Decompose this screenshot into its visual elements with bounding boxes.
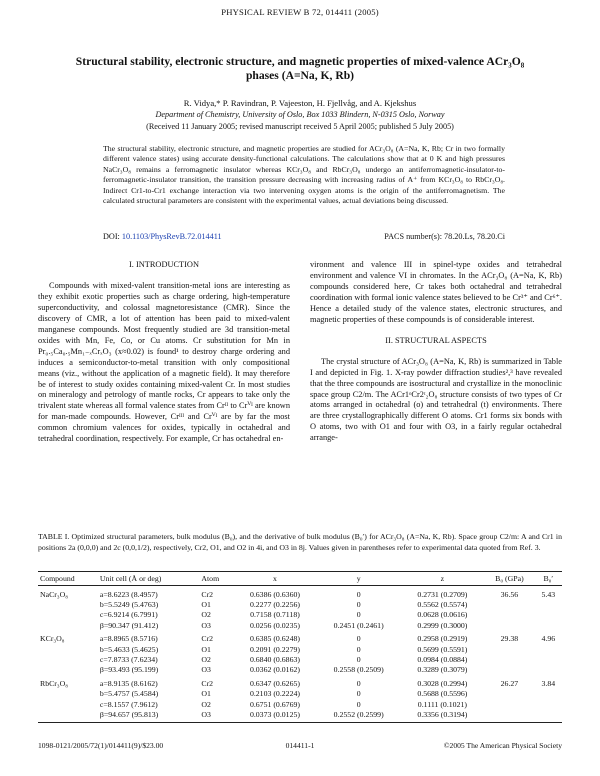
unit-cell-cell: b=5.4633 (5.4625) bbox=[99, 644, 159, 654]
compound-cell bbox=[38, 665, 98, 675]
z-cell: 0.5688 (0.5596) bbox=[417, 689, 468, 699]
col-header-compound: Compound bbox=[38, 572, 98, 586]
right-column bbox=[310, 260, 562, 444]
left-column bbox=[38, 260, 290, 445]
x-cell: 0.2103 (0.2224) bbox=[249, 689, 300, 699]
atom-cell: Cr2 bbox=[201, 589, 214, 599]
doi-line bbox=[103, 232, 222, 241]
z-cell: 0.2999 (0.3000) bbox=[417, 620, 468, 630]
y-cell: 0 bbox=[356, 699, 361, 709]
compound-cell: KCr₃O₈ bbox=[40, 634, 65, 644]
bulk-modulus-derivative-cell bbox=[535, 620, 562, 630]
z-cell: 0.0984 (0.0884) bbox=[417, 655, 468, 665]
atom-cell: O3 bbox=[199, 709, 233, 722]
page-number: 014411-1 bbox=[285, 741, 315, 750]
col-header-y: y bbox=[317, 572, 401, 586]
compound-cell bbox=[38, 620, 98, 630]
y-cell: 0.2451 (0.2461) bbox=[333, 620, 384, 630]
unit-cell-cell: β=94.657 (95.813) bbox=[98, 709, 199, 722]
col-header-bulk-modulus-derivative: B₀′ bbox=[535, 572, 562, 586]
bulk-modulus-cell: 36.56 bbox=[500, 589, 519, 599]
bulk-modulus-cell: 26.27 bbox=[500, 678, 519, 688]
bulk-modulus-cell bbox=[484, 654, 534, 664]
table-row bbox=[38, 709, 562, 722]
table-body bbox=[38, 586, 562, 723]
bulk-modulus-cell bbox=[484, 599, 534, 609]
unit-cell-cell: a=8.9135 (8.6162) bbox=[99, 678, 158, 688]
bulk-modulus-cell bbox=[484, 610, 534, 620]
x-cell: 0.6386 (0.6360) bbox=[249, 589, 300, 599]
abstract: The structural stability, electronic structure, and magnetic properties are studied for ACr₃O₈ (A=Na, K, Rb; Cr in two formally different valence states) using accurate density-functional calculations. The calculations show that at 0 K and high pressures NaCr₃O₈ remains a ferromagnetic insulator whereas KCr₃O₈ and RbCr₃O₈ undergo an antiferromagnetic-insulator-to-ferromagnetic-insulator transition, the transition pressure decreasing with increasing radius of A⁺ from KCr₃O₈ to RbCr₃O₈. Indirect Cr1-to-Cr1 exchange interaction via two intervening oxygen atoms is the origin of the antiferromagnetism. The calculated structural parameters are consistent with the experimental values, actual deviations being discussed. bbox=[103, 144, 505, 206]
bulk-modulus-derivative-cell bbox=[535, 709, 562, 722]
col-header-x: x bbox=[233, 572, 317, 586]
unit-cell-cell: b=5.5249 (5.4763) bbox=[99, 600, 159, 610]
paper-title bbox=[50, 55, 550, 83]
z-cell: 0.2958 (0.2919) bbox=[417, 634, 468, 644]
bulk-modulus-derivative-cell bbox=[535, 610, 562, 620]
x-cell: 0.0373 (0.0125) bbox=[233, 709, 317, 722]
compound-cell bbox=[38, 644, 98, 654]
y-cell: 0 bbox=[356, 600, 361, 610]
z-cell: 0.3028 (0.2994) bbox=[417, 678, 468, 688]
bulk-modulus-derivative-cell: 4.96 bbox=[541, 634, 556, 644]
atom-cell: Cr2 bbox=[201, 634, 214, 644]
atom-cell: O2 bbox=[201, 610, 211, 620]
bulk-modulus-derivative-cell: 3.84 bbox=[541, 678, 556, 688]
bulk-modulus-cell bbox=[484, 689, 534, 699]
x-cell: 0.0362 (0.0162) bbox=[249, 665, 300, 675]
table-row bbox=[38, 665, 562, 675]
atom-cell: O1 bbox=[201, 689, 211, 699]
unit-cell-cell: c=8.1557 (7.9612) bbox=[99, 699, 158, 709]
atom-cell: O1 bbox=[201, 644, 211, 654]
atom-cell: O1 bbox=[201, 600, 211, 610]
section-heading-introduction: I. INTRODUCTION bbox=[129, 260, 199, 269]
unit-cell-cell: c=7.8733 (7.6234) bbox=[99, 655, 158, 665]
structural-paragraph: The crystal structure of ACr₃O₈ (A=Na, K, Rb) is summarized in Table I and depicted in Fig. 1. X-ray powder diffraction studies²,³ have revealed that the three compounds are isostructural and crystallize in the monoclinic space group C2/m. The ACr1ᵒCr2ᵗ₂O₈ structure consists of two types of Cr atoms arranged in octahedral (o) and tetrahedral (t) environments. There are three crystallographically different O atoms. Cr1 forms six bonds with O atoms, two with O1 and four with O3, in a fairly regular octahedral arrange- bbox=[310, 356, 562, 443]
table-row bbox=[38, 644, 562, 654]
footer-copyright: ©2005 The American Physical Society bbox=[443, 741, 562, 750]
unit-cell-cell: β=93.493 (95.199) bbox=[99, 665, 159, 675]
table-row bbox=[38, 610, 562, 620]
z-cell: 0.0628 (0.0616) bbox=[417, 610, 468, 620]
received-dates: (Received 11 January 2005; revised manuscript received 5 April 2005; published 5 July 2005) bbox=[146, 122, 454, 131]
affiliation: Department of Chemistry, University of Oslo, Box 1033 Blindern, N-0315 Oslo, Norway bbox=[155, 110, 445, 119]
table-row bbox=[38, 654, 562, 664]
intro-paragraph-continued: vironment and valence III in spinel-type oxides and tetrahedral environment and valence VI in chromates. In the ACr₃O₈ (A=Na, K, Rb) compounds considered here, Cr takes both octahedral and tetrahedral coordination with formal ionic valence states believed to be Cr³⁺ and Cr⁶⁺. Hence a detailed study of the valence states, electronic structures, and magnetic properties of these compounds is of considerable interest. bbox=[310, 260, 562, 324]
bulk-modulus-cell bbox=[484, 699, 534, 709]
y-cell: 0 bbox=[356, 589, 361, 599]
footer-identifier: 1098-0121/2005/72(1)/014411(9)/$23.00 bbox=[38, 741, 164, 750]
y-cell: 0 bbox=[356, 644, 361, 654]
title-line-2: phases (A=Na, K, Rb) bbox=[245, 69, 355, 82]
y-cell: 0.2558 (0.2509) bbox=[333, 665, 384, 675]
y-cell: 0 bbox=[356, 678, 361, 688]
atom-cell: Cr2 bbox=[201, 678, 214, 688]
x-cell: 0.2091 (0.2279) bbox=[249, 644, 300, 654]
atom-cell: O3 bbox=[201, 620, 211, 630]
author-list: R. Vidya,* P. Ravindran, P. Vajeeston, H. Fjellvåg, and A. Kjekshus bbox=[183, 98, 417, 108]
bulk-modulus-cell bbox=[484, 665, 534, 675]
pacs-numbers: PACS number(s): 78.20.Ls, 78.20.Ci bbox=[384, 232, 505, 241]
z-cell: 0.5699 (0.5591) bbox=[417, 644, 468, 654]
compound-cell: NaCr₃O₈ bbox=[40, 589, 68, 599]
compound-cell bbox=[38, 689, 98, 699]
z-cell: 0.3356 (0.3194) bbox=[401, 709, 485, 722]
x-cell: 0.2277 (0.2256) bbox=[249, 600, 300, 610]
y-cell: 0 bbox=[356, 634, 361, 644]
bulk-modulus-derivative-cell: 5.43 bbox=[541, 589, 556, 599]
table-row bbox=[38, 675, 562, 688]
x-cell: 0.7158 (0.7118) bbox=[250, 610, 300, 620]
unit-cell-cell: a=8.6223 (8.4957) bbox=[99, 589, 158, 599]
x-cell: 0.0256 (0.0235) bbox=[249, 620, 300, 630]
bulk-modulus-derivative-cell bbox=[535, 654, 562, 664]
table-row bbox=[38, 599, 562, 609]
doi-link[interactable]: 10.1103/PhysRevB.72.014411 bbox=[121, 232, 222, 241]
y-cell: 0 bbox=[356, 689, 361, 699]
table-row bbox=[38, 620, 562, 630]
compound-cell bbox=[38, 699, 98, 709]
x-cell: 0.6347 (0.6265) bbox=[249, 678, 300, 688]
table-row bbox=[38, 631, 562, 644]
intro-paragraph: Compounds with mixed-valent transition-metal ions are interesting as they exhibit exotic properties such as charge ordering, high-temperature superconductivity, and colossal magnetoresistance (CMR). Since the discovery of CMR, a lot of attention has been paid to mixed-valent manganese compounds. Most frequently studied are 3d transition-metal oxides with Mn, Fe, Co, or Cu atoms. Cr substitution for Mn in Pr₀.₅Ca₀.₅Mn₁₋ₓCrₓO₃ (x≈0.02) is found¹ to destroy charge ordering and induces a semiconductor-to-metal transition with only compositional means (viz., without the application of a magnetic field). It may therefore be of interest to study oxides containing mixed-valent Cr. In most studies on mineralogy and petrology of mantle rocks, Cr appears to take only the trivalent state whereas all formal valence states from Crᴵᴵ to Crⱽᴵ are known for man-made compounds. However, Crᴵᴵᴵ and Crⱽᴵ are by far the most common chromium valences for oxides, typically in octahedral and tetrahedral coordination, respectively. For example, Cr has octahedral en- bbox=[38, 280, 290, 444]
table-row bbox=[38, 586, 562, 600]
atom-cell: O2 bbox=[201, 655, 211, 665]
y-cell: 0 bbox=[356, 655, 361, 665]
compound-cell bbox=[38, 599, 98, 609]
unit-cell-cell: β=90.347 (91.412) bbox=[99, 620, 159, 630]
x-cell: 0.6840 (0.6863) bbox=[249, 655, 300, 665]
atom-cell: O2 bbox=[201, 699, 211, 709]
bulk-modulus-derivative-cell bbox=[535, 599, 562, 609]
atom-cell: O3 bbox=[201, 665, 211, 675]
x-cell: 0.6751 (0.6769) bbox=[249, 699, 300, 709]
table-header-row bbox=[38, 572, 562, 586]
z-cell: 0.2731 (0.2709) bbox=[417, 589, 468, 599]
table-row bbox=[38, 699, 562, 709]
compound-cell bbox=[38, 610, 98, 620]
bulk-modulus-cell bbox=[484, 644, 534, 654]
bulk-modulus-cell bbox=[484, 709, 534, 722]
bulk-modulus-derivative-cell bbox=[535, 665, 562, 675]
title-line-1: Structural stability, electronic structure, and magnetic properties of mixed-valence ACr₃O₈ bbox=[75, 55, 525, 68]
bulk-modulus-derivative-cell bbox=[535, 689, 562, 699]
unit-cell-cell: c=6.9214 (6.7991) bbox=[99, 610, 158, 620]
z-cell: 0.1111 (0.1021) bbox=[417, 699, 467, 709]
doi-label: DOI: bbox=[103, 232, 120, 241]
x-cell: 0.6385 (0.6248) bbox=[249, 634, 300, 644]
section-heading-structural: II. STRUCTURAL ASPECTS bbox=[385, 335, 487, 345]
bulk-modulus-derivative-cell bbox=[535, 699, 562, 709]
bulk-modulus-cell: 29.38 bbox=[500, 634, 519, 644]
col-header-atom: Atom bbox=[199, 572, 233, 586]
table-caption: TABLE I. Optimized structural parameters, bulk modulus (B₀), and the derivative of bulk modulus (B₀′) for ACr₃O₈ (A=Na, K, Rb). Space group C2/m: A and Cr1 in positions 2a (0,0,0) and 2c (0,0,1/2), respectively, Cr2, O1, and O2 in 4i, and O3 in 8j. Values given in parentheses refer to experimental data quoted from Ref. 3. bbox=[38, 532, 562, 552]
y-cell: 0 bbox=[356, 610, 361, 620]
col-header-bulk-modulus: B₀ (GPa) bbox=[484, 572, 534, 586]
z-cell: 0.5562 (0.5574) bbox=[417, 600, 468, 610]
compound-cell bbox=[38, 654, 98, 664]
compound-cell: RbCr₃O₈ bbox=[40, 678, 68, 688]
table-row bbox=[38, 689, 562, 699]
journal-header: PHYSICAL REVIEW B 72, 014411 (2005) bbox=[221, 7, 379, 17]
bulk-modulus-derivative-cell bbox=[535, 644, 562, 654]
unit-cell-cell: b=5.4757 (5.4584) bbox=[99, 689, 159, 699]
bulk-modulus-cell bbox=[484, 620, 534, 630]
structural-parameters-table bbox=[38, 571, 562, 723]
y-cell: 0.2552 (0.2599) bbox=[317, 709, 401, 722]
unit-cell-cell: a=8.8965 (8.5716) bbox=[99, 634, 158, 644]
col-header-z: z bbox=[401, 572, 485, 586]
z-cell: 0.3289 (0.3079) bbox=[417, 665, 468, 675]
compound-cell bbox=[38, 709, 98, 722]
col-header-unit-cell: Unit cell (Å or deg) bbox=[98, 572, 199, 586]
